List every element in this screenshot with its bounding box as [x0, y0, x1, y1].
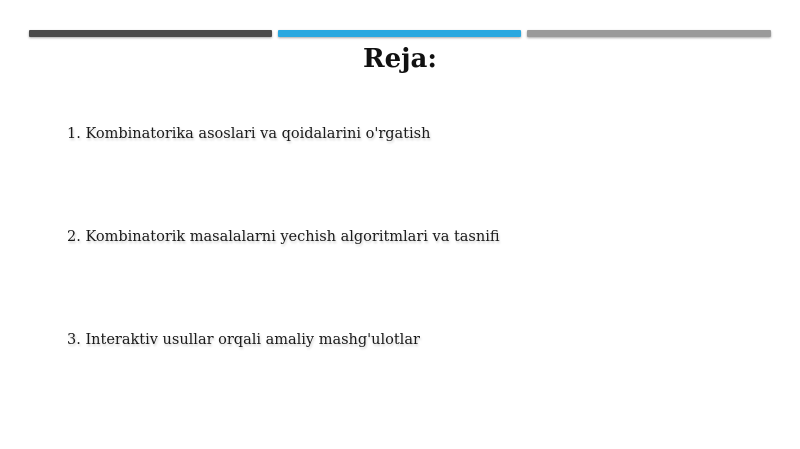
plan-item-1: 1. Kombinatorika asoslari va qoidalarini o'rgatish [67, 126, 431, 142]
decor-bar-blue [278, 30, 521, 37]
slide-title: Reja: [362, 44, 437, 74]
plan-item-2: 2. Kombinatorik masalalarni yechish algoritmlari va tasnifi [67, 229, 500, 245]
decor-bar-gray [527, 30, 771, 37]
plan-item-3: 3. Interaktiv usullar orqali amaliy mashg'ulotlar [67, 332, 420, 348]
header-decoration-bars [29, 30, 771, 38]
decor-bar-dark [29, 30, 272, 37]
